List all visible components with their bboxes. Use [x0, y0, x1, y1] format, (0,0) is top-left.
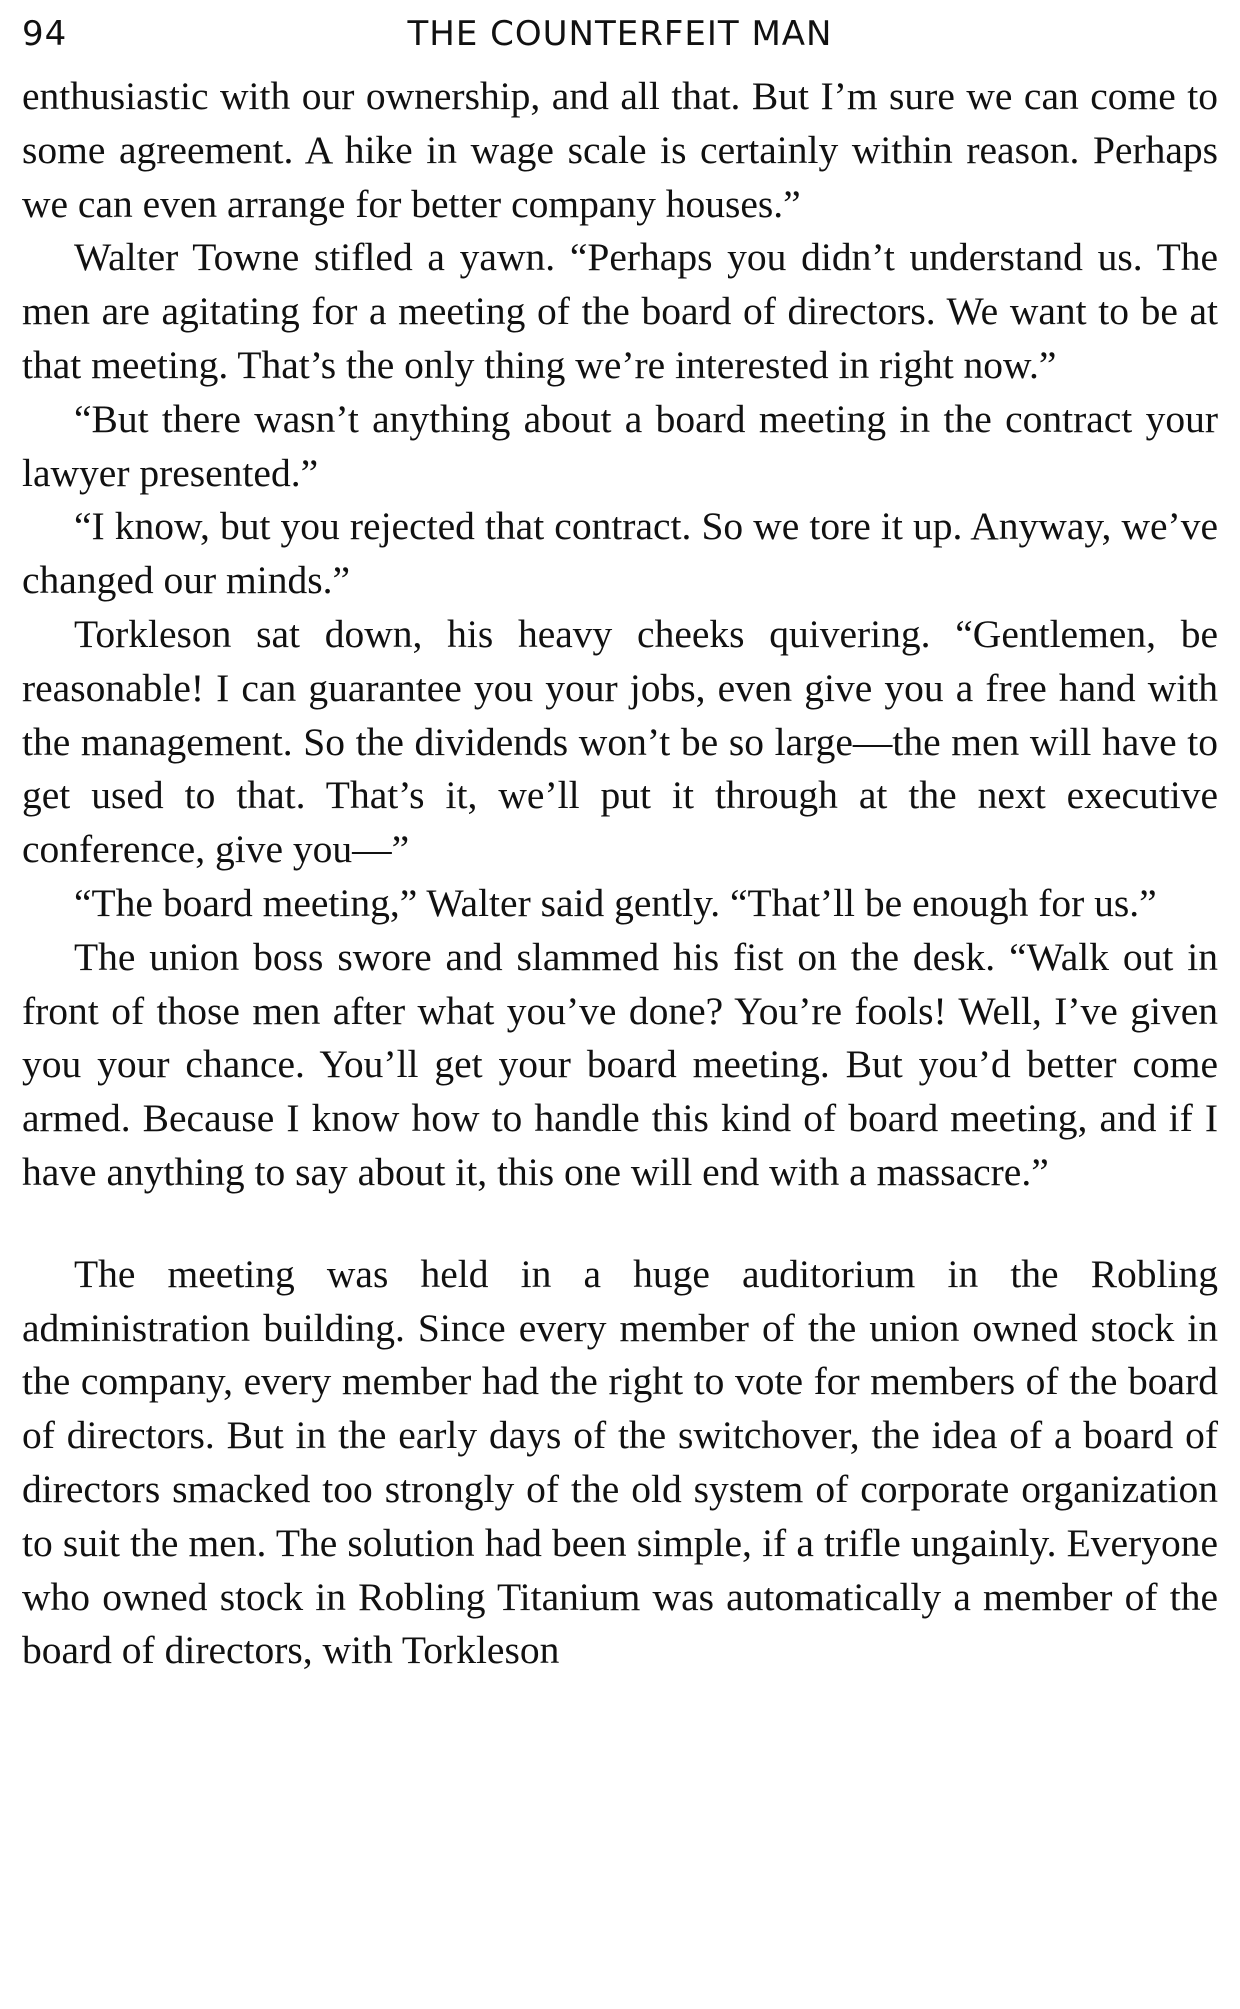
paragraph: The meeting was held in a huge auditorium in the Robling administration building. Since every member of the union owned stock in the company, every member had the right to vote for members of the board of directors. But in the early days of the switchover, the idea of a board of directors smacked too strongly of the old system of corporate organization to suit the men. The solution had been simple, if a trifle ungainly. Everyone who owned stock in Robling Titanium was automatically a member of the board of directors, with Torkleson [22, 1251, 1218, 1673]
page-number: 94 [22, 14, 68, 54]
running-head [22, 0, 1218, 70]
paragraph: “But there wasn’t anything about a board meeting in the contract your lawyer presented.” [22, 396, 1218, 495]
book-title: THE COUNTERFEIT MAN [407, 14, 833, 54]
paragraph-continued: enthusiastic with our ownership, and all that. But I’m sure we can come to some agreement. A hike in wage scale is certainly within reason. Perhaps we can even arrange for better company houses.” [22, 74, 1218, 226]
book-page [22, 0, 1218, 2009]
paragraph: Torkleson sat down, his heavy cheeks quivering. “Gentlemen, be reasonable! I can guarantee you your jobs, even give you a free hand with the management. So the dividends won’t be so large—the men will have to get used to that. That’s it, we’ll put it through at the next executive conference, give you—” [22, 611, 1218, 872]
paragraph: The union boss swore and slammed his fist on the desk. “Walk out in front of those men after what you’ve done? You’re fools! Well, I’ve given you your chance. You’ll get your board meeting. But you’d better come armed. Because I know how to handle this kind of board meeting, and if I have anything to say about it, this one will end with a massacre.” [22, 934, 1218, 1194]
paragraph: Walter Towne stifled a yawn. “Perhaps you didn’t understand us. The men are agitating for a meeting of the board of directors. We want to be at that meeting. That’s the only thing we’re interested in right now.” [22, 235, 1218, 387]
body-text [22, 70, 1218, 1678]
paragraph: “The board meeting,” Walter said gently. “That’ll be enough for us.” [74, 880, 1157, 925]
section-break [22, 1200, 1218, 1248]
paragraph: “I know, but you rejected that contract. So we tore it up. Anyway, we’ve changed our minds.” [22, 504, 1218, 603]
